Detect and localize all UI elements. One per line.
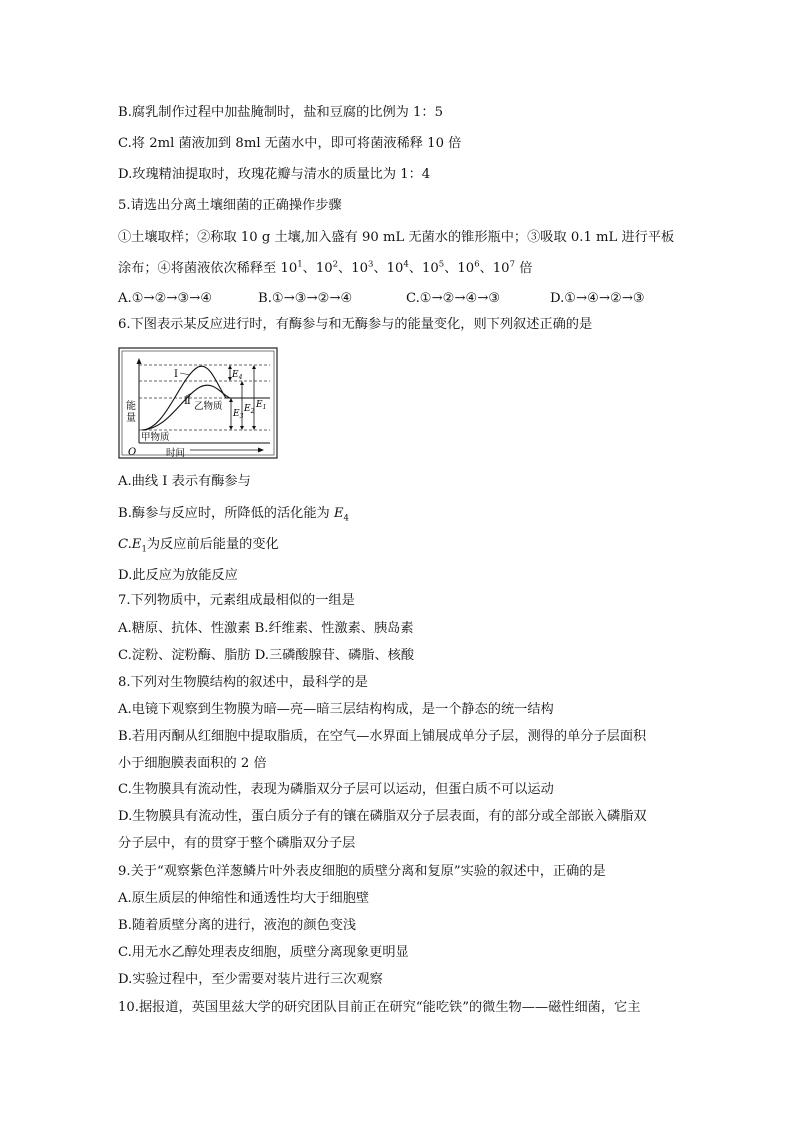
y-axis-label-bottom: 量 [126,413,136,424]
e4-arrow-up [228,365,232,369]
origin-label: O [128,447,137,458]
power-3: 3 [368,259,374,270]
e1-arrow-down [252,426,256,430]
reactant-label: 甲物质 [141,432,170,443]
q8-option-b-line-1: B.若用丙酮从红细胞中提取脂质，在空气—水界面上铺展成单分子层，测得的单分子层面积 [118,729,647,744]
q7-options-cd: C.淀粉、淀粉酶、脂肪 D.三磷酸腺苷、磷脂、核酸 [118,648,415,663]
q8-option-a: A.电镜下观察到生物膜为暗—亮—暗三层结构构成，是一个静态的统一结构 [118,702,554,717]
question-6-stem: 6.下图表示某反应进行时，有酶参与和无酶参与的能量变化，则下列叙述正确的是 [118,317,593,332]
q6b-text: B.酶参与反应时，所降低的活化能为 [118,506,334,521]
option-c-line: C.将 2ml 菌液加到 8ml 无菌水中，即可将菌液稀释 10 倍 [118,136,462,151]
q9-option-b: B.随着质壁分离的进行，液泡的颜色变浅 [118,918,357,933]
question-7-stem: 7.下列物质中，元素组成最相似的一组是 [118,593,355,608]
question-8-stem: 8.下列对生物膜结构的叙述中，最科学的是 [118,675,368,690]
x-axis-label: 时间 [166,448,186,459]
e1-letter: E [256,400,263,410]
steps-text: 涂布；④将菌液依次稀释至 10 [118,261,298,276]
e3-arrow-up [229,398,233,402]
q6c-sub: 1 [141,544,147,555]
e1-sub: 1 [262,404,267,411]
e2-arrow-up [240,381,244,385]
q5-option-d: D.①→④→②→③ [550,291,645,306]
e4-letter: E [232,370,239,380]
power-4: 4 [403,259,409,270]
energy-diagram-svg [118,347,278,459]
question-10-stem: 10.据报道，英国里兹大学的研究团队目前正在研究“能吃铁”的微生物——磁性细菌，它主 [118,1000,641,1015]
e2-label [243,404,255,415]
e3-arrow-down [229,426,233,430]
y-axis-label-top: 能 [126,401,136,412]
e3-letter: E [233,409,240,419]
curve-ii-label: Ⅱ [184,396,191,407]
q5-option-b: B.①→③→②→④ [258,291,353,306]
q6b-sub: 4 [343,513,349,524]
power-5: 5 [438,259,445,270]
q6-option-a: A.曲线 I 表示有酶参与 [118,474,251,489]
time-arrow-head [258,448,264,453]
question-5-stem: 5.请选出分离土壤细菌的正确操作步骤 [118,198,342,213]
power-2: 2 [332,259,339,270]
q6-option-c [118,537,279,553]
option-b-line: B.腐乳制作过程中加盐腌制时，盐和豆腐的比例为 1：5 [118,105,443,120]
e1-arrow-up [252,365,256,369]
energy-diagram [118,347,278,459]
e2-sub: 2 [250,408,255,415]
q6c-text: 为反应前后能量的变化 [146,537,279,552]
curve-i-leader [180,373,190,375]
y-axis-arrow [137,358,142,364]
e4-sub: 4 [238,374,243,381]
e2-arrow-down [240,426,244,430]
question-5-steps-line-1: ①土壤取样；②称取 10 g 土壤,加入盛有 90 mL 无菌水的锥形瓶中；③吸取 0.1 mL 进行平板 [118,230,675,245]
e4-label [231,370,243,381]
power-6: 6 [474,259,480,270]
q9-option-d: D.实验过程中，至少需要对装片进行三次观察 [118,972,383,987]
option-d-line: D.玫瑰精油提取时，玫瑰花瓣与清水的质量比为 1：4 [118,167,431,182]
product-label: 乙物质 [194,401,223,412]
q8-option-d-line-1: D.生物膜具有流动性，蛋白质分子有的镶在磷脂双分子层表面，有的部分或全部嵌入磷脂双 [118,809,647,824]
q5-option-c: C.①→②→④→③ [406,291,501,306]
power-1: 1 [297,259,303,270]
e3-sub: 3 [239,413,244,420]
q8-option-b-line-2: 小于细胞膜表面积的 2 倍 [118,756,267,771]
q6b-var: E [333,506,344,521]
power-7: 7 [509,259,515,270]
q8-option-c: C.生物膜具有流动性，表现为磷脂双分子层可以运动，但蛋白质不可以运动 [118,782,554,797]
q7-options-ab: A.糖原、抗体、性激素 B.纤维素、性激素、胰岛素 [118,621,414,636]
q9-option-a: A.原生质层的伸缩性和通透性均大于细胞壁 [118,891,370,906]
q5-option-a: A.①→②→③→④ [118,291,213,306]
curve-i-label: Ⅰ [174,369,178,380]
e2-letter: E [244,404,251,414]
q6-option-d: D.此反应为放能反应 [118,568,238,583]
steps-suffix: 倍 [519,261,533,276]
q6c-var: C.E [118,537,142,552]
question-9-stem: 9.关于“观察紫色洋葱鳞片叶外表皮细胞的质壁分离和复原”实验的叙述中，正确的是 [118,864,606,879]
q6-option-b [118,506,349,522]
q8-option-d-line-2: 分子层中，有的贯穿于整个磷脂双分子层 [118,836,356,851]
question-5-steps-line-2: 涂布；④将菌液依次稀释至 $10^1$、$10^2$、$10^3$、$10^4$、$10^5$、$10^6$、$10^7$ 倍 [118,259,533,276]
q9-option-c: C.用无水乙醇处理表皮细胞，质壁分离现象更明显 [118,945,409,960]
e1-label [255,400,266,411]
